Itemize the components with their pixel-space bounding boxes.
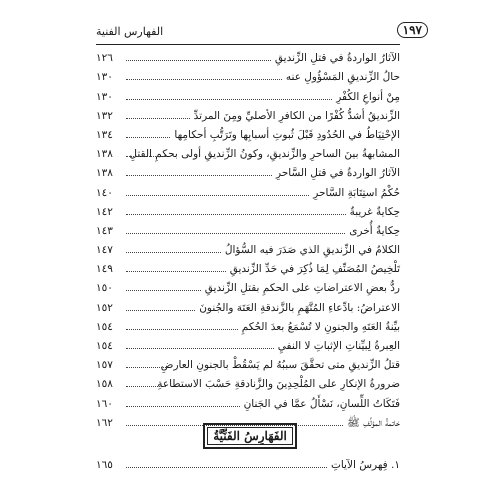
toc-entry-page: ١٥٤ (96, 320, 113, 333)
toc-entry-title: قتلُ الزِّنديقِ متى تحقَّقَ سببُهُ لم يَسْقُطْ بالجنونِ العارضِ (160, 359, 400, 372)
toc-entry (96, 65, 400, 84)
toc-entry-page: ١٦٠ (96, 397, 113, 410)
dot-leader (126, 310, 195, 311)
toc-entry-page: ١٣٠ (96, 71, 113, 84)
toc-entry-title: ١. فِهرسُ الآياتِ (330, 459, 400, 472)
dot-leader (126, 79, 282, 80)
toc-entry (96, 453, 400, 472)
toc-entry (96, 161, 400, 180)
toc-entry (96, 276, 400, 295)
toc-entry (96, 334, 400, 353)
toc-entry-page: ١٤٧ (96, 244, 113, 257)
toc-entry-title: حُكْمُ استِتَابَةِ السَّاحرِ (313, 186, 400, 199)
dot-leader (126, 271, 226, 272)
toc-entry-page: ١٥٠ (96, 282, 113, 295)
section-heading-box (203, 423, 297, 449)
toc-entry-title: الآثارُ الواردةُ في قتلِ الزِّنديقِ (274, 52, 400, 65)
toc-entry-page: ١٦٢ (96, 416, 113, 429)
toc-entry-page: ١٦٥ (96, 459, 113, 472)
toc-entry-title: المشابهةُ بينَ الساحرِ والزِّنديقِ، وكونُ الزِّنديقِ أولى بحكمِ القتلِ (129, 148, 400, 161)
toc-entry-page: ١٣٨ (96, 148, 113, 161)
toc-entry-title: الإحْتِيَاطُ في الحُدُودِ قَبْلَ ثُبوتِ أسبابِها وتَرَتُّبِ أحكامِها (174, 128, 400, 141)
toc-entry-title: مِنْ أنواعِ الكُفْرِ (336, 90, 400, 103)
table-of-contents (96, 46, 400, 430)
toc-entry-page: ١٣٠ (96, 90, 113, 103)
dot-leader (126, 214, 346, 215)
toc-entry (96, 315, 400, 334)
toc-entry-page: ١٤٩ (96, 263, 113, 276)
toc-entry-title: بيِّنةُ العَتَهِ والجنونِ لا تُسْمَعُ بعدَ الحُكمِ (241, 320, 400, 333)
dot-leader (126, 233, 345, 234)
page-number: ١٩٧ (397, 22, 428, 38)
dot-leader (126, 290, 201, 291)
dot-leader (126, 156, 166, 157)
toc-entry (96, 123, 400, 142)
dot-leader (126, 99, 332, 100)
dot-leader (126, 467, 327, 468)
toc-entry-title: حِكايةٌ أُخرى (349, 224, 400, 237)
toc-entry-page: ١٥٢ (96, 301, 113, 314)
toc-entry-title: حالُ الزِّنديقِ المَسْؤُولِ عنه (285, 71, 400, 84)
toc-entry (96, 391, 400, 410)
toc-entry-title: حِكايةٌ غريبةٌ (349, 205, 400, 218)
toc-entry (96, 142, 400, 161)
toc-entry (96, 372, 400, 391)
toc-entry-title: تَلْخِيصُ المُصَنِّفِ لِمَا ذُكِرَ في حَدِّ الزِّنديقِ (229, 263, 400, 276)
toc-entry-title: فَتَكَاتُ اللِّسانِ، نَسْأَلُ عمَّا في الجَنانِ (243, 397, 400, 410)
toc-entry-page: ١٢٦ (96, 52, 113, 65)
toc-entry-title: الآثارُ الواردةُ في قتلِ السَّاحرِ (275, 167, 400, 180)
toc-entry (96, 353, 400, 372)
section-heading: الفَهَارِسُ الفَنِّيَّةُ (207, 427, 293, 445)
toc-entry-page: ١٣٨ (96, 167, 113, 180)
toc-entry-page: ١٥٤ (96, 340, 113, 352)
toc-entry-page: ١٤٠ (96, 186, 113, 199)
dot-leader (126, 195, 309, 196)
toc-entry-page: ١٣٢ (96, 109, 113, 122)
toc-entry-title: ردٌّ بعضِ الاعتراضاتِ على الحكمِ بقتلِ الزِّنديقِ (204, 282, 400, 295)
toc-entry (96, 180, 400, 199)
dot-leader (126, 406, 240, 407)
toc-entry-title: الزِّنديقُ أشدُّ كُفْرًا من الكافرِ الأصليِّ ومِنَ المرتدِّ (193, 109, 400, 122)
page-header (96, 23, 422, 45)
toc-entry (96, 238, 400, 257)
toc-entry-page: ١٣٤ (96, 128, 113, 141)
dot-leader (126, 175, 272, 176)
toc-entry-title: ضرورةُ الإنكارِ على المُلْحِدِينَ والزَّنادقةِ حَسْبَ الاستطاعةِ (157, 378, 400, 391)
dot-leader (126, 252, 221, 253)
toc-entry (96, 200, 400, 219)
dot-leader (126, 118, 190, 119)
toc-entry (96, 219, 400, 238)
dot-leader (126, 60, 271, 61)
toc-entry-title: الاعتراضُ: بادِّعاءِ المُتَّهَمِ بالزَّندقةِ العَتَهَ والجُنونَ (199, 301, 400, 314)
dot-leader (126, 329, 238, 330)
dot-leader (126, 348, 274, 349)
toc-entry-page: ١٤٢ (96, 205, 113, 218)
dot-leader (126, 367, 166, 368)
dot-leader (126, 386, 166, 387)
toc-entry-page: ١٥٧ (96, 359, 113, 372)
toc-entry (96, 104, 400, 123)
dot-leader (126, 137, 170, 138)
section-toc (96, 453, 400, 472)
toc-entry (96, 46, 400, 65)
toc-entry (96, 295, 400, 314)
toc-entry-title: الكلامُ في الزِّنديقِ الذي صَدَرَ فيه السُّؤالُ (224, 244, 400, 257)
toc-entry (96, 257, 400, 276)
toc-entry (96, 84, 400, 103)
toc-entry-title: خاتمةُ المؤلِّفِ ﷺ (347, 416, 400, 429)
toc-entry-page: ١٥٨ (96, 378, 113, 391)
toc-entry-title: العِبرةُ لِبيِّناتِ الإثباتِ لا النفيِ (277, 340, 400, 352)
toc-entry-page: ١٤٣ (96, 224, 113, 237)
header-title: الفهارس الفنية (96, 25, 164, 38)
